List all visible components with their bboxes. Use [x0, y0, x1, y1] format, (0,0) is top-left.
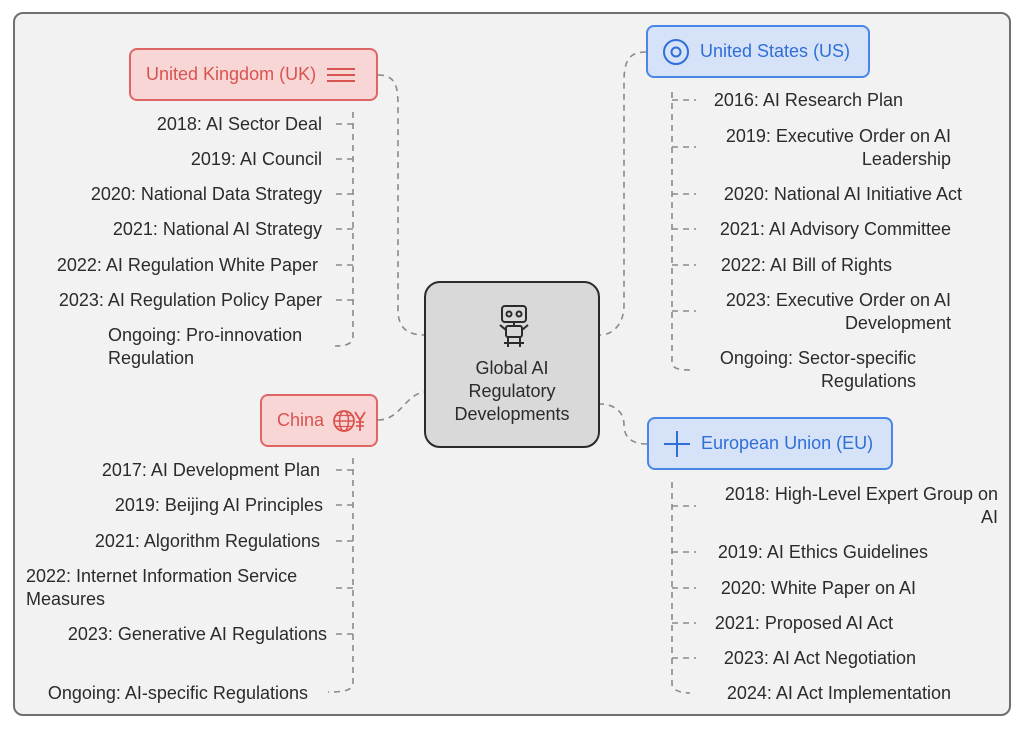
- eu-item: 2023: AI Act Negotiation: [723, 648, 916, 668]
- center-node: [424, 281, 600, 448]
- globe-yen-icon: [332, 408, 366, 434]
- eu-item: 2021: Proposed AI Act: [714, 613, 893, 633]
- eu-item: 2020: White Paper on AI: [720, 578, 916, 598]
- robot-icon: [496, 303, 532, 351]
- us-label: United States (US): [700, 41, 851, 61]
- china-item: 2021: Algorithm Regulations: [94, 531, 320, 551]
- uk-node: [129, 48, 378, 101]
- us-item: 2019: Executive Order on AI Leadership: [725, 126, 951, 169]
- us-item: 2020: National AI Initiative Act: [723, 184, 962, 204]
- us-node: [646, 25, 870, 78]
- plus-icon: [663, 430, 691, 458]
- us-item: 2023: Executive Order on AI Development: [725, 290, 951, 333]
- uk-item: 2019: AI Council: [190, 149, 322, 169]
- uk-label: United Kingdom (UK): [146, 64, 317, 84]
- china-item: Ongoing: AI-specific Regulations: [47, 683, 308, 703]
- eu-item: 2019: AI Ethics Guidelines: [717, 542, 928, 562]
- uk-item: 2018: AI Sector Deal: [156, 114, 322, 134]
- china-item: 2019: Beijing AI Principles: [114, 495, 323, 515]
- eu-item: 2024: AI Act Implementation: [726, 683, 951, 703]
- uk-item: Ongoing: Pro-innovation Regulation: [108, 325, 303, 368]
- eu-node: [647, 417, 893, 470]
- china-item: 2017: AI Development Plan: [101, 460, 320, 480]
- china-label: China: [277, 410, 325, 430]
- eu-label: European Union (EU): [701, 433, 874, 453]
- china-item: 2023: Generative AI Regulations: [67, 624, 327, 644]
- uk-item: 2020: National Data Strategy: [90, 184, 322, 204]
- uk-item: 2023: AI Regulation Policy Paper: [58, 290, 322, 310]
- us-item: 2016: AI Research Plan: [713, 90, 903, 110]
- eu-item: 2018: High-Level Expert Group on AI: [724, 484, 998, 527]
- menu-lines-icon: [326, 65, 356, 85]
- uk-item: 2022: AI Regulation White Paper: [56, 255, 318, 275]
- china-item: 2022: Internet Information Service Measures: [26, 566, 298, 609]
- us-item: 2022: AI Bill of Rights: [720, 255, 892, 275]
- uk-item: 2021: National AI Strategy: [112, 219, 322, 239]
- target-circle-icon: [662, 38, 690, 66]
- us-item: Ongoing: Sector-specific Regulations: [719, 348, 916, 391]
- us-item: 2021: AI Advisory Committee: [719, 219, 951, 239]
- china-node: [260, 394, 378, 447]
- center-title: Global AI Regulatory Developments: [454, 358, 570, 424]
